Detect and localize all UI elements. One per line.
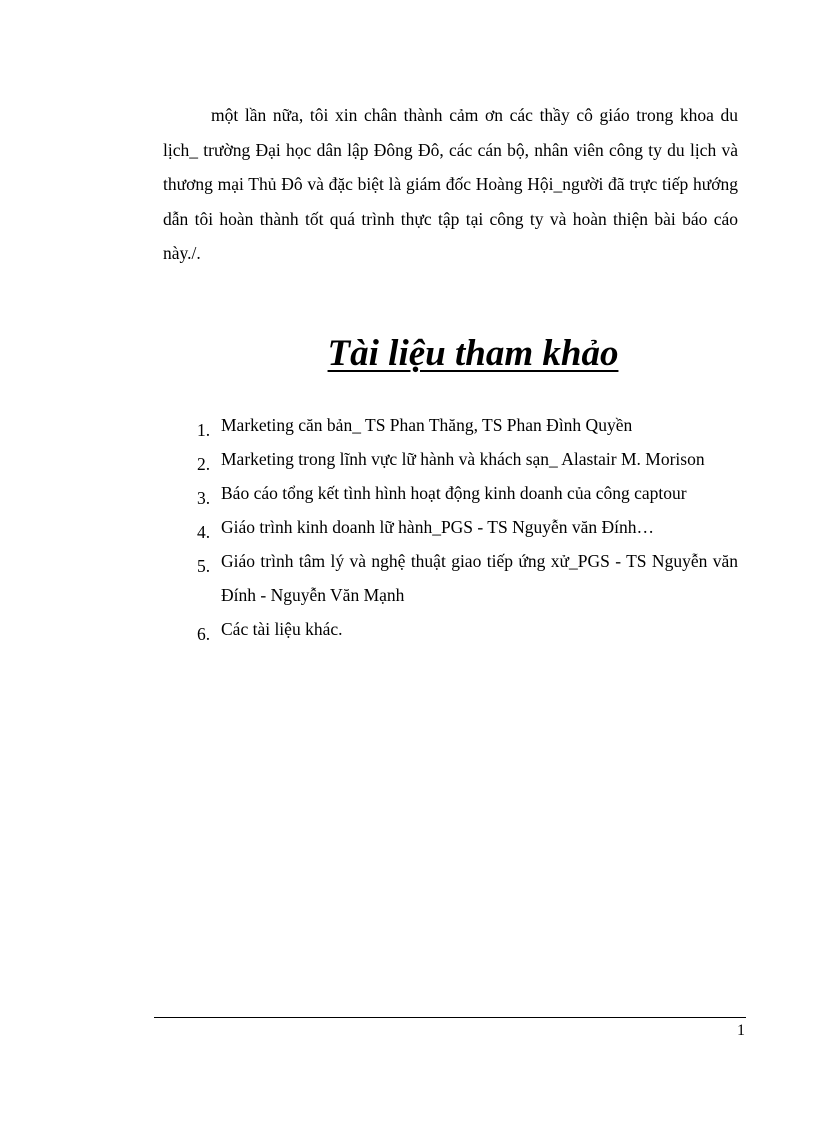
- reference-text: Giáo trình kinh doanh lữ hành_PGS - TS Nguyễn văn Đính…: [221, 517, 655, 537]
- reference-text: Marketing trong lĩnh vực lữ hành và khách sạn_ Alastair M. Morison: [221, 449, 705, 469]
- reference-list: [163, 408, 738, 646]
- reference-number: 3.: [197, 488, 211, 508]
- reference-text: Báo cáo tổng kết tình hình hoạt động kinh doanh của công captour: [221, 483, 687, 503]
- reference-item-6: [163, 612, 738, 646]
- footer-divider: [154, 1017, 746, 1018]
- reference-item-1: [163, 408, 738, 442]
- reference-text: Các tài liệu khác.: [221, 619, 343, 639]
- reference-text: Giáo trình tâm lý và nghệ thuật giao tiếp ứng xử_PGS - TS Nguyễn văn Đính - Nguyễn Văn Mạnh: [221, 551, 738, 605]
- reference-item-2: [163, 442, 738, 476]
- reference-item-4: [163, 510, 738, 544]
- reference-number: 1.: [197, 420, 211, 440]
- reference-number: 6.: [197, 624, 211, 644]
- reference-number: 5.: [197, 556, 211, 576]
- references-heading: Tài liệu tham khảo: [327, 333, 619, 374]
- reference-item-3: [163, 476, 738, 510]
- reference-item-5: [163, 544, 738, 612]
- reference-number: 2.: [197, 454, 211, 474]
- intro-paragraph: một lần nữa, tôi xin chân thành cảm ơn các thầy cô giáo trong khoa du lịch_ trường Đại học dân lập Đông Đô, các cán bộ, nhân viên công ty du lịch và thương mại Thủ Đô và đặc biệt là giám đốc Hoàng Hội_người đã trực tiếp hướng dẫn tôi hoàn thành tốt quá trình thực tập tại công ty và hoàn thiện bài báo cáo này./.: [163, 105, 738, 263]
- reference-text: Marketing căn bản_ TS Phan Thăng, TS Phan Đình Quyền: [221, 415, 633, 435]
- page-number: 1: [737, 1022, 745, 1039]
- reference-number: 4.: [197, 522, 211, 542]
